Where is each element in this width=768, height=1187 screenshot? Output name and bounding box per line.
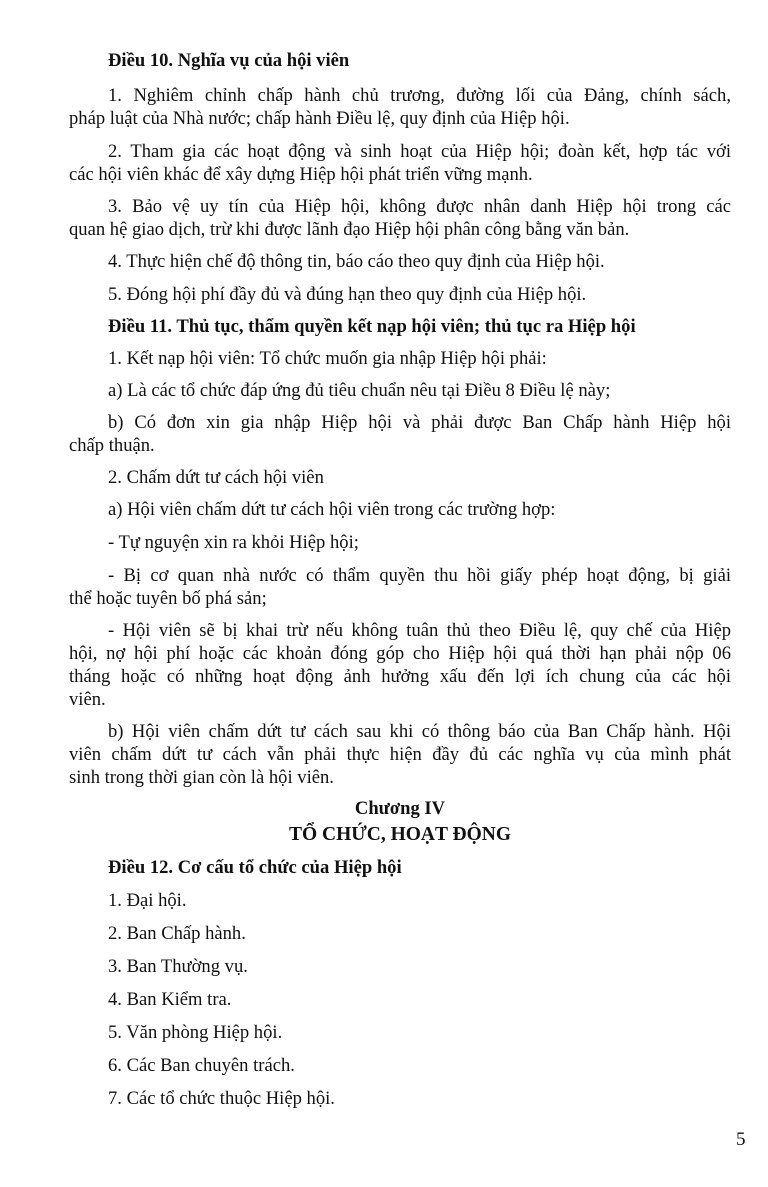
paragraph: 1. Kết nạp hội viên: Tổ chức muốn gia nhập Hiệp hội phải: <box>108 348 547 369</box>
paragraph-continuation: các hội viên khác để xây dựng Hiệp hội phát triển vững mạnh. <box>69 164 533 185</box>
page-number: 5 <box>736 1129 746 1150</box>
paragraph: 2. Chấm dứt tư cách hội viên <box>108 467 324 488</box>
paragraph: b) Hội viên chấm dứt tư cách sau khi có thông báo của Ban Chấp hành. Hội <box>108 721 731 742</box>
list-item: - Hội viên sẽ bị khai trừ nếu không tuân thủ theo Điều lệ, quy chế của Hiệp <box>108 620 731 641</box>
paragraph: a) Là các tổ chức đáp ứng đủ tiêu chuẩn nêu tại Điều 8 Điều lệ này; <box>108 380 611 401</box>
paragraph: 1. Nghiêm chỉnh chấp hành chủ trương, đường lối của Đảng, chính sách, <box>108 85 731 106</box>
paragraph: a) Hội viên chấm dứt tư cách hội viên trong các trường hợp: <box>108 499 556 520</box>
chapter-number: Chương IV <box>354 798 446 819</box>
list-item: 1. Đại hội. <box>108 890 187 911</box>
list-item: - Bị cơ quan nhà nước có thẩm quyền thu hồi giấy phép hoạt động, bị giải <box>108 565 731 586</box>
paragraph: b) Có đơn xin gia nhập Hiệp hội và phải được Ban Chấp hành Hiệp hội <box>108 412 731 433</box>
chapter-title: TỔ CHỨC, HOẠT ĐỘNG <box>288 824 512 845</box>
paragraph: 2. Tham gia các hoạt động và sinh hoạt của Hiệp hội; đoàn kết, hợp tác với <box>108 141 731 162</box>
paragraph-continuation: quan hệ giao dịch, trừ khi được lãnh đạo Hiệp hội phân công bằng văn bản. <box>69 219 630 240</box>
paragraph-continuation: tháng hoặc có những hoạt động ảnh hưởng xấu đến lợi ích chung của các hội <box>69 666 731 687</box>
paragraph: 3. Bảo vệ uy tín của Hiệp hội, không được nhân danh Hiệp hội trong các <box>108 196 731 217</box>
list-item: 2. Ban Chấp hành. <box>108 923 246 944</box>
paragraph-continuation: thể hoặc tuyên bố phá sản; <box>69 588 267 609</box>
list-item: 7. Các tổ chức thuộc Hiệp hội. <box>108 1088 335 1109</box>
paragraph-continuation: pháp luật của Nhà nước; chấp hành Điều lệ, quy định của Hiệp hội. <box>69 108 570 129</box>
paragraph: 4. Thực hiện chế độ thông tin, báo cáo theo quy định của Hiệp hội. <box>108 251 605 272</box>
list-item: 5. Văn phòng Hiệp hội. <box>108 1022 283 1043</box>
article-11-heading: Điều 11. Thủ tục, thẩm quyền kết nạp hội viên; thủ tục ra Hiệp hội <box>108 316 636 337</box>
list-item: 6. Các Ban chuyên trách. <box>108 1055 295 1076</box>
paragraph-continuation: viên. <box>69 689 106 710</box>
paragraph-continuation: chấp thuận. <box>69 435 155 456</box>
list-item: 3. Ban Thường vụ. <box>108 956 248 977</box>
article-10-heading: Điều 10. Nghĩa vụ của hội viên <box>108 50 350 71</box>
article-12-heading: Điều 12. Cơ cấu tổ chức của Hiệp hội <box>108 857 402 878</box>
paragraph-continuation: viên chấm dứt tư cách vẫn phải thực hiện đầy đủ các nghĩa vụ của mình phát <box>69 744 731 765</box>
paragraph-continuation: hội, nợ hội phí hoặc các khoản đóng góp cho Hiệp hội quá thời hạn phải nộp 06 <box>69 643 731 664</box>
list-item: 4. Ban Kiểm tra. <box>108 989 232 1010</box>
list-item: - Tự nguyện xin ra khỏi Hiệp hội; <box>108 532 359 553</box>
paragraph: 5. Đóng hội phí đầy đủ và đúng hạn theo quy định của Hiệp hội. <box>108 284 587 305</box>
paragraph-continuation: sinh trong thời gian còn là hội viên. <box>69 767 334 788</box>
